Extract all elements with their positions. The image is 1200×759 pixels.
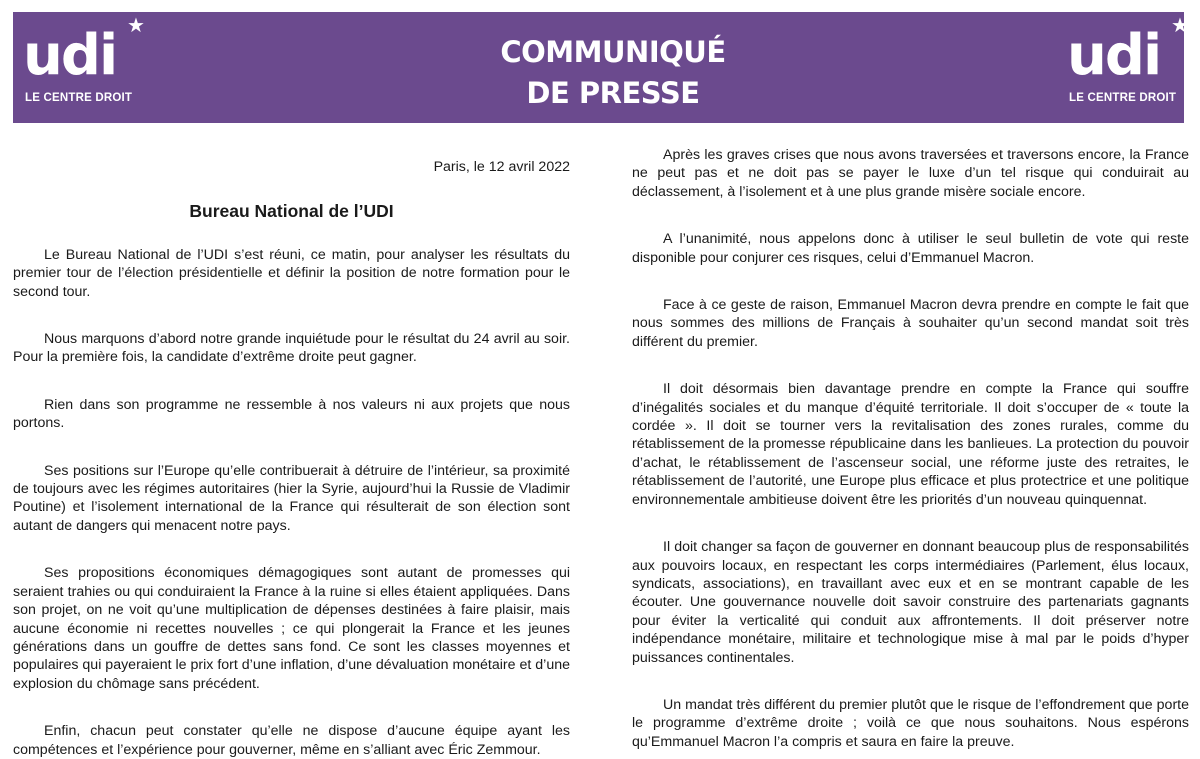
dateline: Paris, le 12 avril 2022 xyxy=(433,159,570,175)
paragraph: Nous marquons d’abord notre grande inquiétude pour le résultat du 24 avril au soir. Pour la première fois, la candidate d’extrême droite peut gagner. xyxy=(13,331,570,366)
paragraph: Le Bureau National de l’UDI s’est réuni, ce matin, pour analyser les résultats du premier tour de l’élection présidentielle et définir la position de notre formation pour le second tour. xyxy=(13,246,570,300)
right-column xyxy=(632,146,1189,751)
star-icon: ★ xyxy=(127,15,145,37)
logo-wordmark: udi xyxy=(23,23,117,88)
paragraph: Il doit changer sa façon de gouverner en donnant beaucoup plus de responsabilités aux pouvoirs locaux, en respectant les corps intermédiaires (Parlement, élus locaux, syndicats, associations), en travaillant avec eux et en se montrant capable de les écouter. Une gouvernance nouvelle doit savoir construire des partenariats gagnants pour éviter la verticalité qui conduit aux affrontements. Il doit préserver notre indépendance monétaire, militaire et technologique mise à mal par le poids d’hyper puissances continentales. xyxy=(632,539,1189,666)
left-column xyxy=(13,130,570,759)
paragraph: Face à ce geste de raison, Emmanuel Macron devra prendre en compte le fait que nous sommes des millions de Français à souhaiter qu’un second mandat soit très différent du premier. xyxy=(632,297,1189,350)
udi-logo-left xyxy=(23,12,163,123)
press-release-title xyxy=(453,32,773,114)
paragraph: Ses propositions économiques démagogiques sont autant de promesses qui seraient trahies ou qui conduiraient la France à la ruine si elles étaient appliquées. Dans son projet, on ne voit qu’une multiplication de dépenses destinées à faire plaisir, mais aucune économie ni recettes nouvelles ; ce qui plongerait la France et les jeunes générations dans un gouffre de dettes sans fond. Ce sont les classes moyennes et populaires qui payeraient le prix fort d’une inflation, d’une dévaluation monétaire et d’une explosion du chômage sans précédent. xyxy=(13,565,570,692)
paragraph: Ses positions sur l’Europe qu’elle contribuerait à détruire de l’intérieur, sa proximité de toujours avec les régimes autoritaires (hier la Syrie, aujourd’hui la Russie de Vladimir Poutine) et l’isolement international de la France qui résulterait de son élection sont autant de dangers qui menacent notre pays. xyxy=(13,462,570,534)
udi-logo-right xyxy=(1067,12,1200,123)
paragraph: Après les graves crises que nous avons traversées et traversons encore, la France ne peut pas et ne doit pas se payer le luxe d’un tel risque qui conduirait au déclassement, à l’isolement et à une plus grande misère sociale encore. xyxy=(632,147,1189,200)
logo-tagline: LE CENTRE DROIT xyxy=(1069,92,1177,104)
logo-tagline: LE CENTRE DROIT xyxy=(25,92,133,104)
paragraph: Rien dans son programme ne ressemble à nos valeurs ni aux projets que nous portons. xyxy=(13,396,570,432)
paragraph: A l’unanimité, nous appelons donc à utiliser le seul bulletin de vote qui reste disponible pour conjurer ces risques, celui d’Emmanuel Macron. xyxy=(632,231,1189,266)
logo-wordmark: udi xyxy=(1067,23,1161,88)
header-banner xyxy=(13,12,1189,123)
title-line-1: COMMUNIQUÉ xyxy=(500,35,726,69)
star-icon: ★ xyxy=(1171,15,1189,37)
document-heading: Bureau National de l’UDI xyxy=(189,201,394,222)
title-line-2: DE PRESSE xyxy=(526,76,700,110)
paragraph: Il doit désormais bien davantage prendre en compte la France qui souffre d’inégalités sociales et du manque d’équité territoriale. Il doit s’occuper de « toute la cordée ». Il doit se tourner vers la revitalisation des zones rurales, comme du rétablissement de la promesse républicaine dans les banlieues. La protection du pouvoir d’achat, le rétablissement de l’ascenseur social, une réforme juste des retraites, le rétablissement de l’autorité, une Europe plus efficace et plus protectrice et une politique environnementale ambitieuse doivent être les priorités d’un nouveau quinquennat. xyxy=(632,381,1189,508)
paragraph: Enfin, chacun peut constater qu’elle ne dispose d’aucune équipe ayant les compétences et l’expérience pour gouverner, même en s’alliant avec Éric Zemmour. xyxy=(13,723,570,758)
paragraph: Un mandat très différent du premier plutôt que le risque de l’effondrement que porte le programme d’extrême droite ; voilà ce que nous souhaitons. Nous espérons qu’Emmanuel Macron l’a compris et saura en faire la preuve. xyxy=(632,696,1189,750)
